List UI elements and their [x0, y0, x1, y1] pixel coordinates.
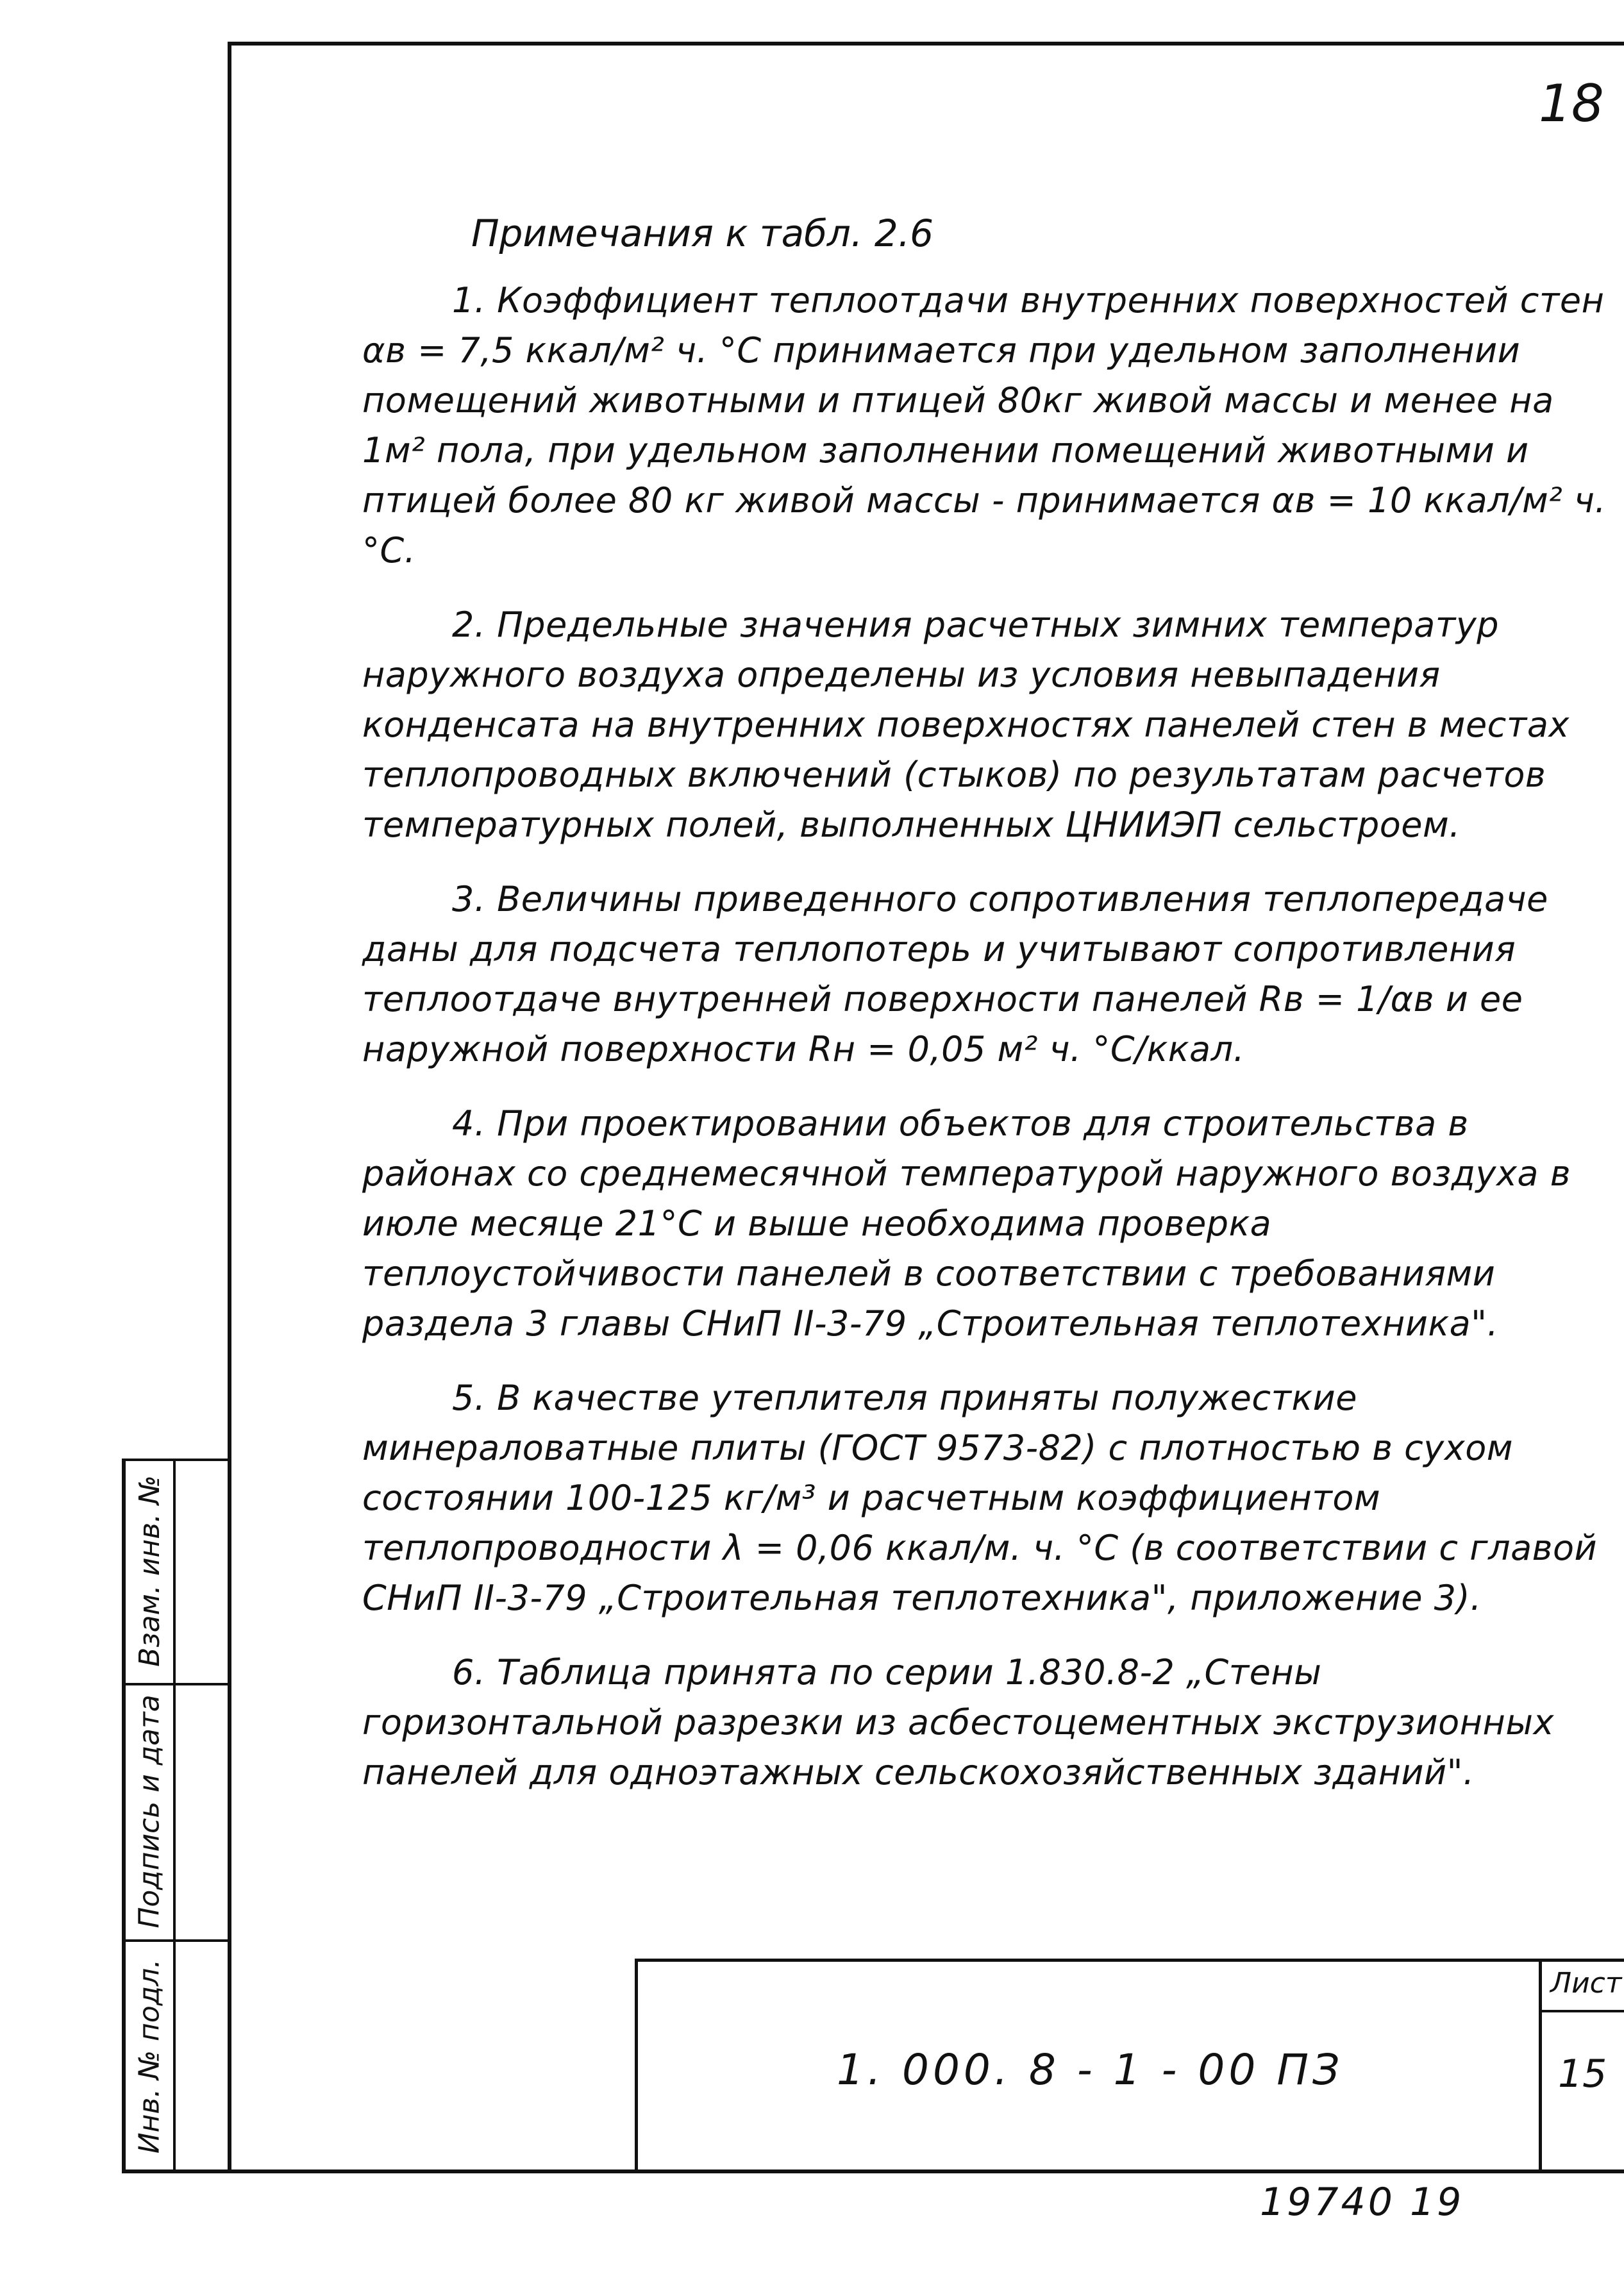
side-stamp-divider [173, 1459, 176, 2173]
frame-top-border [228, 42, 1624, 46]
title-block-top-border [635, 1959, 1624, 1962]
notes-list [362, 276, 1619, 1822]
title-block-left-border [635, 1959, 638, 2170]
side-stamp-signature-date: Подпись и дата [133, 1694, 166, 1928]
page-number: 18 [1539, 74, 1604, 133]
side-stamp-replace-inv: Взам. инв. № [133, 1475, 166, 1667]
document-code: 1. 000. 8 - 1 - 00 ПЗ [837, 2045, 1344, 2094]
side-stamp-original-inv: Инв. № подл. [133, 1959, 166, 2154]
title-block-sheet-line [1539, 2010, 1624, 2012]
sheet-number: 15 [1558, 2052, 1607, 2096]
note-3: 3. Величины приведенного сопротивления теплопередаче даны для подсчета теплопотерь и учитывают сопротивления теплоотдаче внутренней поверхности панелей Rв = 1/αв и ее наружной поверхности Rн = 0,05 м² ч. °С/ккал. [362, 879, 1548, 1069]
side-stamp [122, 1459, 228, 2173]
frame-left-border [228, 42, 231, 2173]
note-6: 6. Таблица принята по серии 1.830.8-2 „Стены горизонтальной разрезки из асбестоцементных экструзионных панелей для одноэтажных сельскохозяйственных зданий". [362, 1652, 1554, 1793]
archive-number: 19740 19 [1260, 2180, 1464, 2225]
sheet-label: Лист [1550, 1967, 1622, 2000]
frame-bottom-border [122, 2169, 1624, 2173]
note-4: 4. При проектировании объектов для строительства в районах со среднемесячной температурой наружного воздуха в июле месяце 21°С и выше необходима проверка теплоустойчивости панелей в соответствии с требованиями раздела 3 главы СНиП II-3-79 „Строительная теплотехника". [362, 1103, 1571, 1344]
note-2: 2. Предельные значения расчетных зимних температур наружного воздуха определены из условия невыпадения конденсата на внутренних поверхностях панелей стен в местах теплопроводных включений (стыков) по результатам расчетов температурных полей, выполненных ЦНИИЭП сельстроем. [362, 605, 1570, 845]
note-5: 5. В качестве утеплителя приняты полужесткие минераловатные плиты (ГОСТ 9573-82) с плотностью в сухом состоянии 100-125 кг/м³ и расчетным коэффициентом теплопроводности λ = 0,06 ккал/м. ч. °С (в соответствии с главой СНиП II-3-79 „Строительная теплотехника", приложение 3). [362, 1378, 1598, 1618]
title-block-sheet-divider [1539, 1959, 1542, 2170]
notes-title: Примечания к табл. 2.6 [471, 212, 934, 255]
note-1: 1. Коэффициент теплоотдачи внутренних поверхностей стен αв = 7,5 ккал/м² ч. °С принимается при удельном заполнении помещений животными и птицей 80кг живой массы и менее на 1м² пола, при удельном заполнении помещений животными и птицей более 80 кг живой массы - принимается αв = 10 ккал/м² ч. °С. [362, 280, 1607, 571]
